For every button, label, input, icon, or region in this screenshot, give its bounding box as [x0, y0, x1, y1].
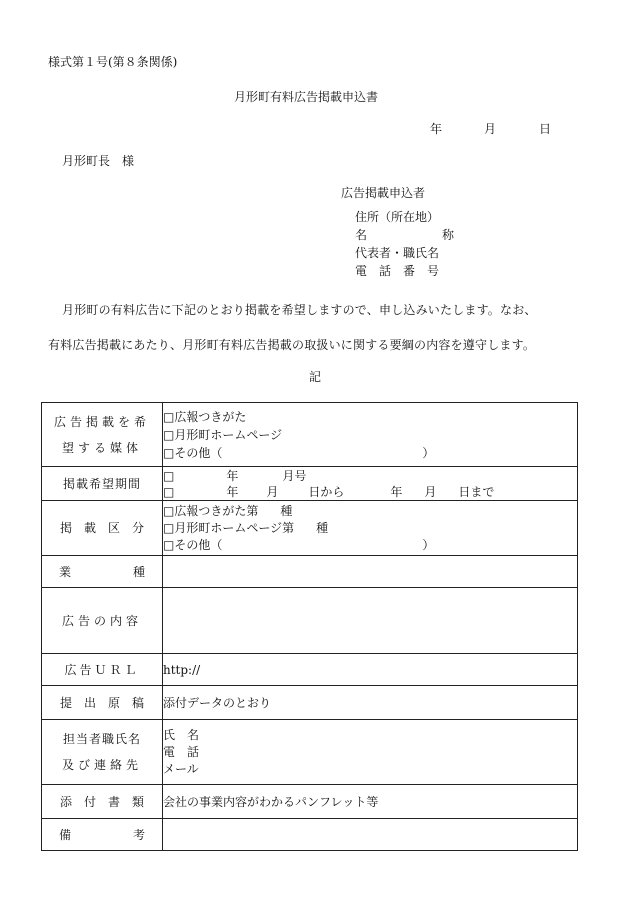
period-range-month2: 月 [424, 484, 437, 499]
period-range-month: 月 [266, 484, 279, 499]
applicant-address-label: 住所（所在地） [355, 210, 440, 224]
media-options [163, 403, 578, 467]
period-range-year: 年 [226, 484, 239, 499]
contact-label-line-2: 及び連絡先 [61, 758, 142, 772]
industry-value[interactable] [163, 556, 578, 588]
category-kouhou-suffix: 種 [280, 504, 293, 518]
attachments-label: 添 付 書 類 [42, 785, 163, 819]
ki-heading: 記 [309, 370, 322, 384]
applicant-phone-label: 電 話 番 号 [355, 264, 440, 278]
date-month: 月 [484, 122, 497, 136]
category-other-open: □その他（ [163, 538, 223, 552]
paragraph-line-1: 月形町の有料広告に下記のとおり掲載を希望しますので、申し込みいたします。なお、 [62, 303, 537, 317]
period-option-range[interactable] [163, 486, 577, 498]
document-title: 月形町有料広告掲載申込書 [234, 90, 379, 104]
manuscript-label: 提 出 原 稿 [42, 686, 163, 720]
url-value[interactable]: http:// [163, 654, 578, 686]
category-homepage-suffix: 種 [316, 521, 329, 535]
content-value[interactable] [163, 588, 578, 654]
applicant-name-label-b: 称 [442, 228, 455, 242]
row-manuscript [42, 686, 578, 720]
industry-label [42, 556, 163, 588]
media-label-line-2: 望する媒体 [61, 440, 142, 455]
contact-fields [163, 720, 578, 785]
row-category [42, 501, 578, 556]
row-contact [42, 720, 578, 785]
application-table [41, 402, 578, 851]
applicant-heading: 広告掲載申込者 [341, 186, 426, 200]
industry-label-b: 種 [133, 564, 146, 579]
category-label: 掲 載 区 分 [42, 501, 163, 556]
url-label: 広告ＵＲＬ [42, 654, 163, 686]
period-label: 掲載希望期間 [42, 467, 163, 501]
paragraph-line-2: 有料広告掲載にあたり、月形町有料広告掲載の取扱いに関する要綱の内容を遵守します。 [48, 338, 536, 352]
content-label: 広告の内容 [42, 588, 163, 654]
row-period [42, 467, 578, 501]
period-options [163, 467, 578, 501]
form-number: 様式第１号(第８条関係) [48, 55, 178, 69]
remarks-label-a: 備 [58, 827, 71, 842]
attachments-value: 会社の事業内容がわかるパンフレット等 [163, 785, 578, 819]
period-range-from: 日から [308, 484, 345, 499]
date-day: 日 [539, 122, 552, 136]
media-option-kouhou[interactable]: □広報つきがた [163, 409, 247, 424]
media-other-close: ） [422, 445, 435, 460]
contact-name-label: 氏 名 [163, 728, 200, 742]
media-other-open: □その他（ [163, 445, 223, 460]
category-option-kouhou[interactable] [163, 505, 577, 517]
row-attachments [42, 785, 578, 819]
date-year: 年 [430, 122, 443, 136]
period-range-box: □ [163, 484, 175, 499]
industry-label-a: 業 [58, 564, 71, 579]
media-label [42, 403, 163, 467]
remarks-label-b: 考 [133, 827, 146, 842]
category-option-other[interactable] [163, 539, 577, 551]
applicant-representative-label: 代表者・職氏名 [355, 246, 440, 260]
row-url [42, 654, 578, 686]
category-option-homepage[interactable] [163, 522, 577, 534]
period-issue-year: 年 [226, 468, 239, 483]
category-kouhou-prefix: □広報つきがた第 [163, 504, 259, 518]
applicant-name-label-a: 名 [355, 228, 368, 242]
row-media [42, 403, 578, 467]
addressee: 月形町長 様 [62, 154, 135, 168]
media-option-homepage[interactable]: □月形町ホームページ [163, 427, 283, 442]
contact-phone-label: 電 話 [163, 745, 200, 759]
contact-mail-label: メール [163, 762, 199, 776]
remarks-label [42, 819, 163, 851]
period-range-year2: 年 [390, 484, 403, 499]
media-option-other[interactable] [163, 447, 577, 459]
media-label-line-1: 広告掲載を希 [53, 414, 150, 429]
row-remarks [42, 819, 578, 851]
category-other-close: ） [422, 538, 435, 552]
row-industry [42, 556, 578, 588]
category-homepage-prefix: □月形町ホームページ第 [163, 521, 295, 535]
category-options [163, 501, 578, 556]
contact-label [42, 720, 163, 785]
remarks-value[interactable] [163, 819, 578, 851]
period-option-issue[interactable] [163, 470, 577, 482]
row-content [42, 588, 578, 654]
contact-label-line-1: 担当者職氏名 [62, 732, 141, 746]
period-issue-month: 月号 [282, 468, 307, 483]
manuscript-value: 添付データのとおり [163, 686, 578, 720]
period-issue-box: □ [163, 468, 175, 483]
period-range-until: 日まで [458, 484, 495, 499]
